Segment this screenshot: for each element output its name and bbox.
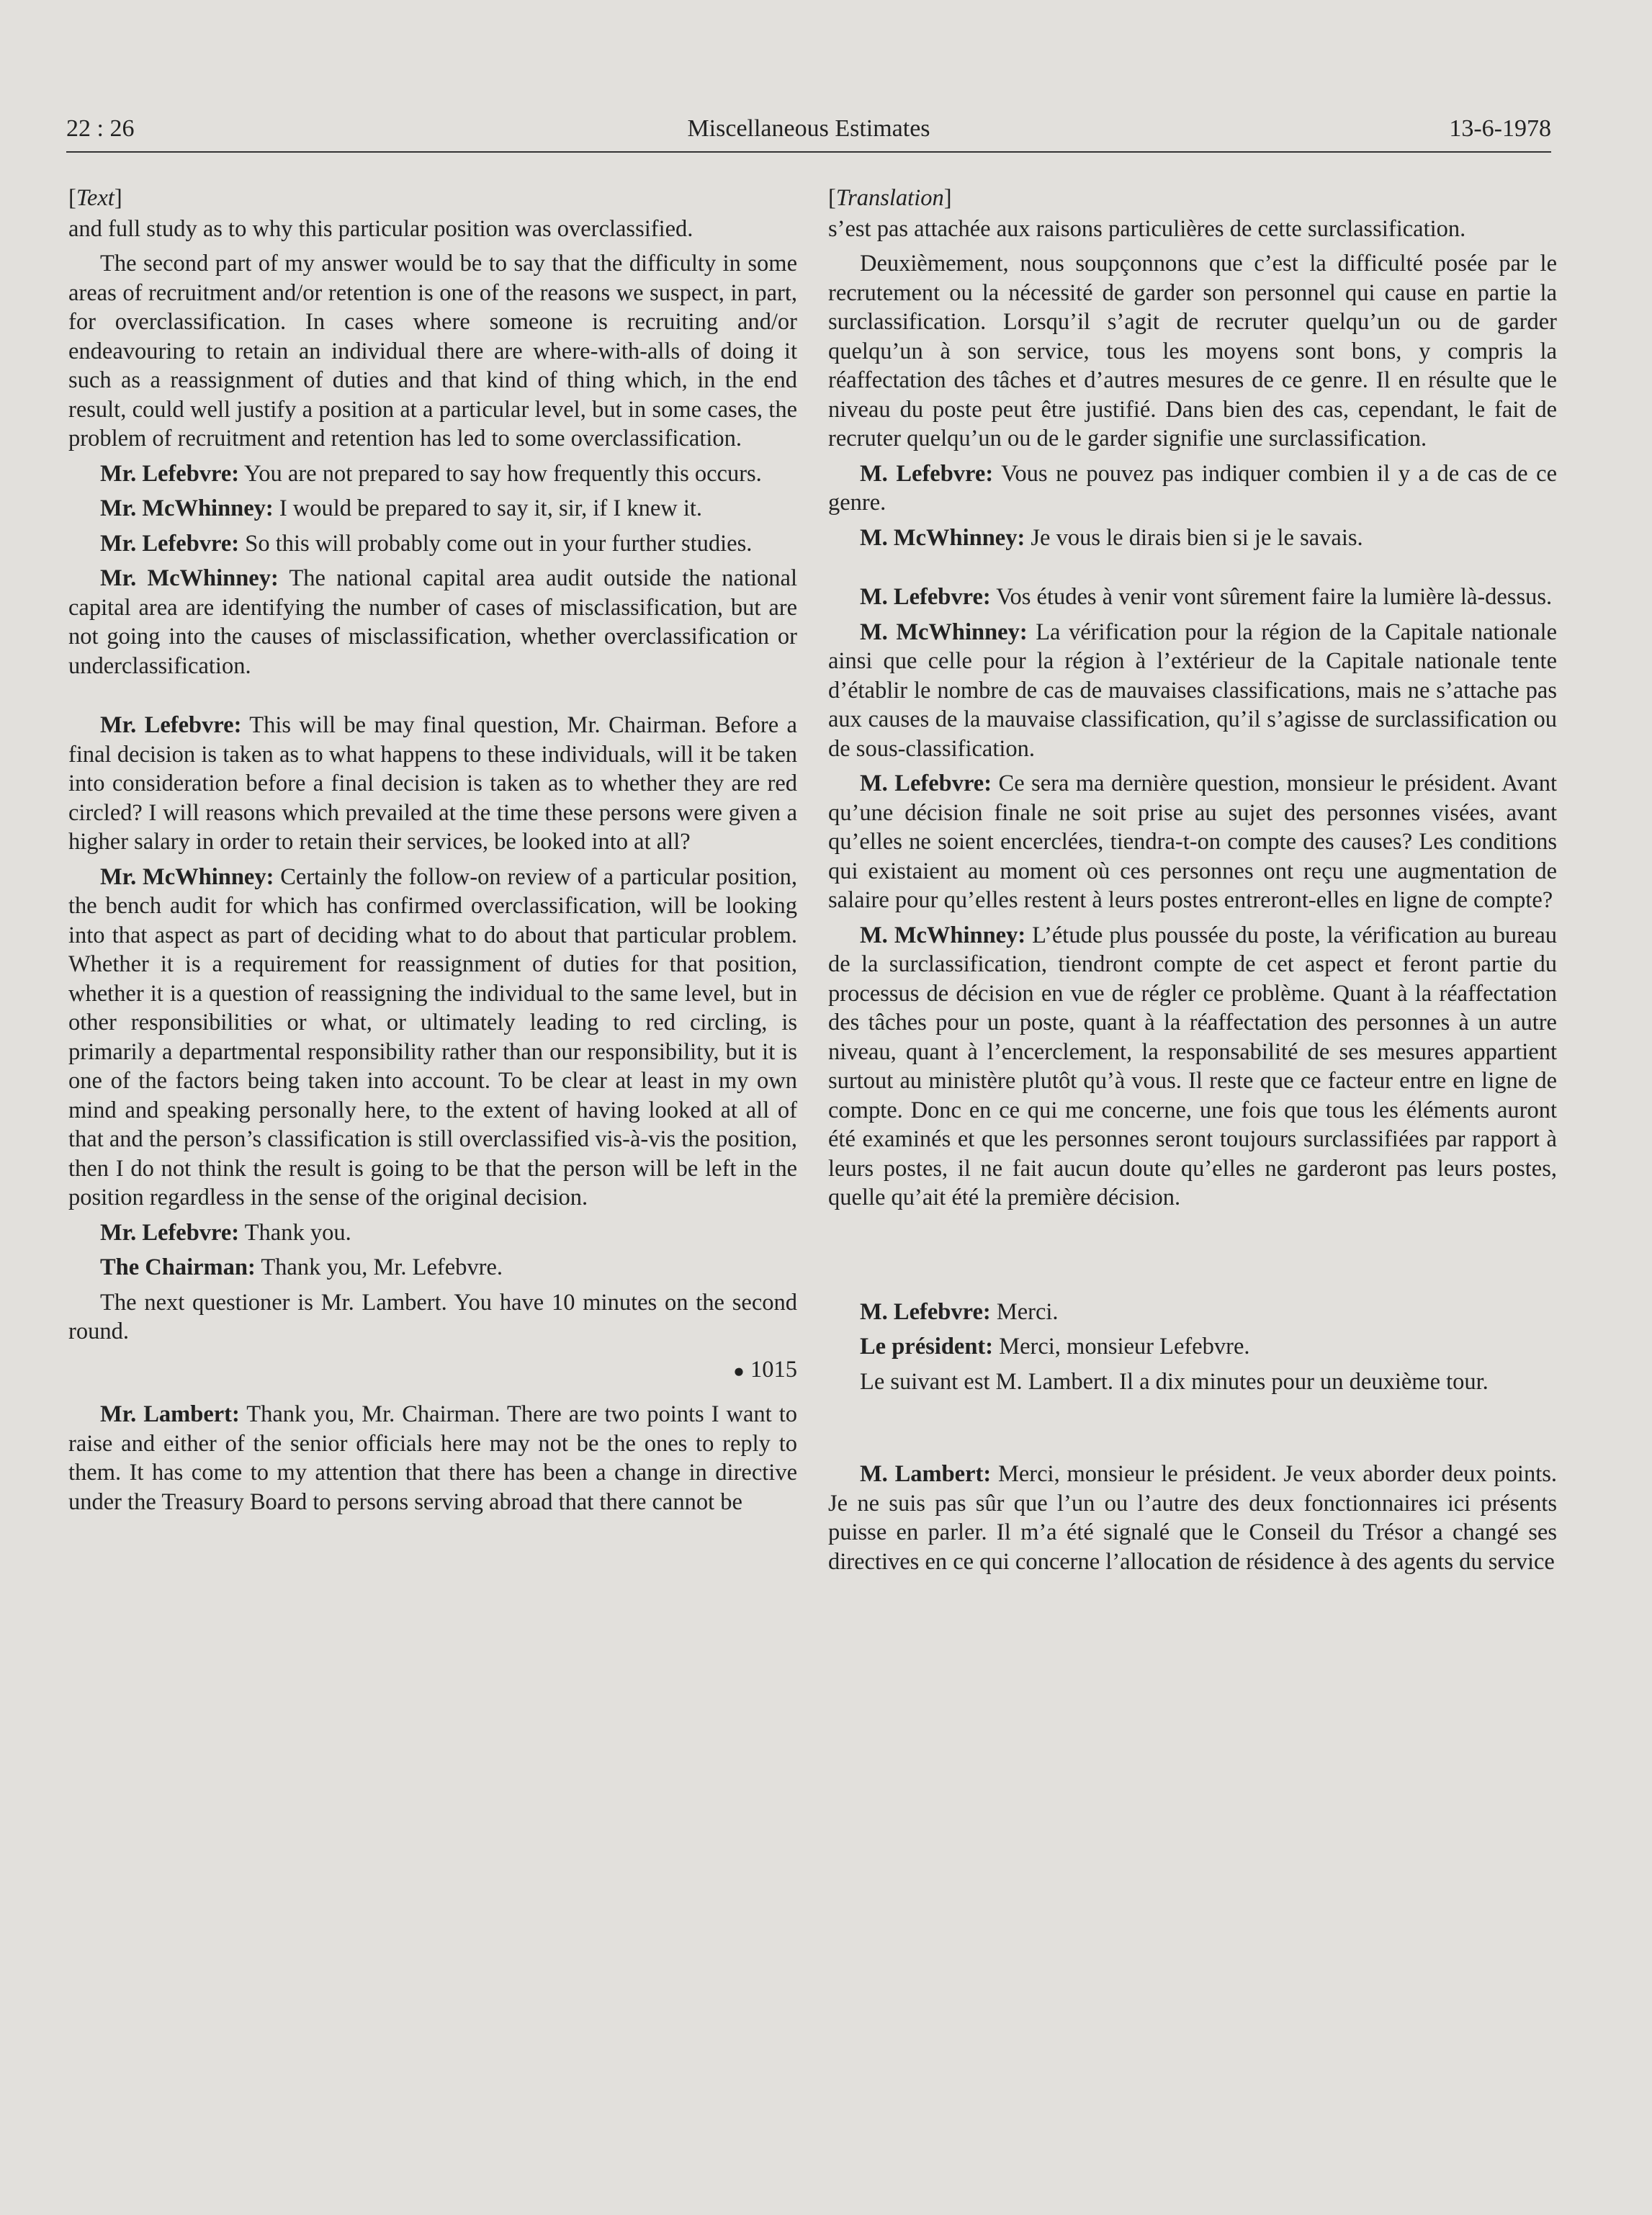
speaker: Le président: — [860, 1334, 994, 1360]
speaker: The Chairman: — [100, 1254, 256, 1280]
speaker: M. Lambert: — [860, 1461, 992, 1487]
speech-text: Vous ne pouvez pas indiquer combien il y a de cas de ce genre. — [828, 460, 1557, 516]
speech — [68, 711, 797, 857]
speech-text: Vos études à venir vont sûrement faire la lumière là-dessus. — [990, 584, 1553, 610]
speaker: M. Lefebvre: — [860, 1298, 991, 1325]
header-date: 13-6-1978 — [1449, 115, 1551, 142]
speech — [68, 459, 797, 489]
speaker: M. McWhinney: — [860, 619, 1028, 645]
speech — [828, 583, 1557, 612]
speech — [68, 1253, 797, 1282]
speech-text: I would be prepared to say it, sir, if I knew it. — [273, 495, 703, 521]
speech-text: Ce sera ma dernière question, monsieur le président. Avant qu’une décision finale ne soit prise au sujet des personnes visées, avant qu’elles ne soient encerclées, tiendra-t-on compte des causes? Les conditions qui existaient au moment où ces personnes ont reçu une augmentation de salaire pour qu’elles restent à leurs postes entreront-elles en ligne de compte? — [828, 770, 1558, 913]
speech-text: La vérification pour la région de la Capitale nationale ainsi que celle pour la région à l’extérieur de la Capitale nationale tente d’établir le nombre de cas de mauvaises classifications, mais ne s’attache pas aux causes de la mauvaise classification, qu’il s’agisse de surclassification ou de sous-classification. — [828, 619, 1557, 762]
speech — [828, 459, 1557, 518]
speaker: Mr. Lambert: — [100, 1401, 240, 1428]
speech-text: Je vous le dirais bien si je le savais. — [1025, 524, 1363, 551]
bullet-icon: ● — [733, 1360, 745, 1381]
speech — [828, 769, 1557, 915]
column-tag: [Translation] — [828, 185, 952, 211]
speaker: M. McWhinney: — [860, 524, 1025, 551]
speech — [828, 524, 1557, 553]
speaker: Mr. Lefebvre: — [100, 530, 240, 557]
speech-text: Thank you. — [239, 1219, 351, 1246]
speech-text: L’étude plus poussée du poste, la vérification au bureau de la surclassification, tiendront compte de cet aspect et feront partie du processus de décision en vue de régler ce problème. Quant à la réaffectation des tâches pour un poste, quant à la réaffectation des personnes à un autre niveau, quant à l’encerclement, la responsabilité de ses mesures appartient surtout au ministère plutôt qu’à vous. Il reste que ce facteur entre en ligne de compte. Donc en ce qui me concerne, une fois que tous les éléments auront été examinés et que les personnes seront toujours surclassifiées par rapport à leurs postes, il ne fait aucun doute qu’elles ne garderont pas leurs postes, quelle qu’ait été la première décision. — [828, 922, 1557, 1210]
speaker: M. McWhinney: — [860, 922, 1026, 948]
running-title: Miscellaneous Estimates — [687, 115, 930, 142]
speaker: Mr. Lefebvre: — [100, 460, 240, 487]
speaker: Mr. Lefebvre: — [100, 712, 242, 738]
speech — [68, 529, 797, 559]
paragraph: The next questioner is Mr. Lambert. You have 10 minutes on the second round. — [68, 1289, 797, 1344]
speech-text: Merci, monsieur Lefebvre. — [993, 1334, 1250, 1360]
speaker: Mr. McWhinney: — [100, 565, 279, 591]
speech-text: Merci, monsieur le président. Je veux aborder deux points. Je ne suis pas sûr que l’un ou l’autre des deux fonctionnaires ici présents puisse en parler. Il m’a été signalé que le Conseil du Trésor a changé ses directives en ce qui concerne l’allocation de résidence à des agents du service — [828, 1461, 1557, 1575]
page-number: 22 : 26 — [66, 115, 135, 142]
speaker: Mr. McWhinney: — [100, 495, 274, 521]
speech-text: The national capital area audit outside the national capital area are identifying the number of cases of misclassification, but are not going into the causes of misclassification, whether overclassification or underclassification. — [68, 565, 797, 679]
speech — [68, 1218, 797, 1248]
speaker: M. Lefebvre: — [860, 584, 991, 610]
column-tag: [Text] — [68, 185, 122, 211]
speaker: Mr. McWhinney: — [100, 863, 274, 890]
header-rule — [66, 151, 1551, 153]
speaker: M. Lefebvre: — [860, 770, 992, 796]
paragraph: The second part of my answer would be to say that the difficulty in some areas of recruitment and/or retention is one of the reasons we suspect, in part, for overclassification. In cases where someone is recruiting and/or endeavouring to retain an individual there are where-with-alls of doing it such as a reassignment of duties and that kind of thing which, in the end result, could well justify a position at a particular level, but in some cases, the problem of recruitment and retention has led to some overclassification. — [68, 251, 797, 451]
speech — [828, 618, 1557, 764]
paragraph: Deuxièmement, nous soupçonnons que c’est la difficulté posée par le recrutement ou la nécessité de garder son personnel qui cause en partie la surclassification. Lorsqu’il s’agit de recruter quelqu’un ou de garder quelqu’un à son service, tous les moyens sont bons, y compris la réaffectation des tâches et d’autres mesures de ce genre. Il en résulte que le niveau du poste peut être justifié. Dans bien des cas, cependant, le fait de recruter quelqu’un ou de le garder signifie une surclassification. — [828, 251, 1557, 451]
speech-text: Merci. — [990, 1298, 1059, 1325]
speech — [68, 494, 797, 524]
paragraph: and full study as to why this particular position was overclassified. — [68, 215, 693, 242]
speech — [828, 1460, 1557, 1576]
speech-text: You are not prepared to say how frequently this occurs. — [239, 460, 762, 487]
speech — [828, 1332, 1557, 1362]
speech-text: Thank you, Mr. Chairman. There are two points I want to raise and either of the senior officials here may not be the ones to reply to them. It has come to my attention that there has been a change in directive under the Treasury Board to persons serving abroad that there cannot be — [68, 1401, 797, 1515]
speaker: M. Lefebvre: — [860, 460, 994, 487]
speaker: Mr. Lefebvre: — [100, 1219, 240, 1246]
speech — [828, 1298, 1557, 1327]
speech-text: Thank you, Mr. Lefebvre. — [255, 1254, 503, 1280]
speech-text: This will be may final question, Mr. Chairman. Before a final decision is taken as to what happens to these individuals, will it be taken into consideration before a final decision is taken as to whether they are red circled? I will reasons which prevailed at the time these persons were given a higher salary in order to retain their services, be looked into at all? — [68, 712, 797, 855]
speech — [68, 564, 797, 680]
speech — [68, 863, 797, 1213]
page-header — [66, 108, 1551, 151]
english-column — [68, 184, 797, 1522]
paragraph: Le suivant est M. Lambert. Il a dix minutes pour un deuxième tour. — [860, 1368, 1489, 1395]
speech — [68, 1400, 797, 1517]
french-column — [828, 184, 1557, 1582]
speech-text: So this will probably come out in your further studies. — [239, 530, 753, 557]
speech — [828, 921, 1557, 1213]
speech-text: Certainly the follow-on review of a particular position, the bench audit for which has confirmed overclassification, will be looking into that aspect as part of deciding what to do about that particular problem. Whether it is a requirement for reassignment of duties for that position, whether it is a question of reassigning the individual to the same level, but in other responsibilities or what, or ultimately leading to red circling, is primarily a departmental responsibility rather than our responsibility, but it is one of the factors being taken into account. To be clear at least in my own mind and speaking personally here, to the extent of having looked at all of that and the person’s classification is still overclassified vis-à-vis the position, then I do not think the result is going to be that the person will be left in the position regardless in the sense of the original decision. — [68, 863, 797, 1210]
time-marker: ● 1015 — [733, 1356, 797, 1383]
paragraph: s’est pas attachée aux raisons particulières de cette surclassification. — [828, 215, 1466, 242]
